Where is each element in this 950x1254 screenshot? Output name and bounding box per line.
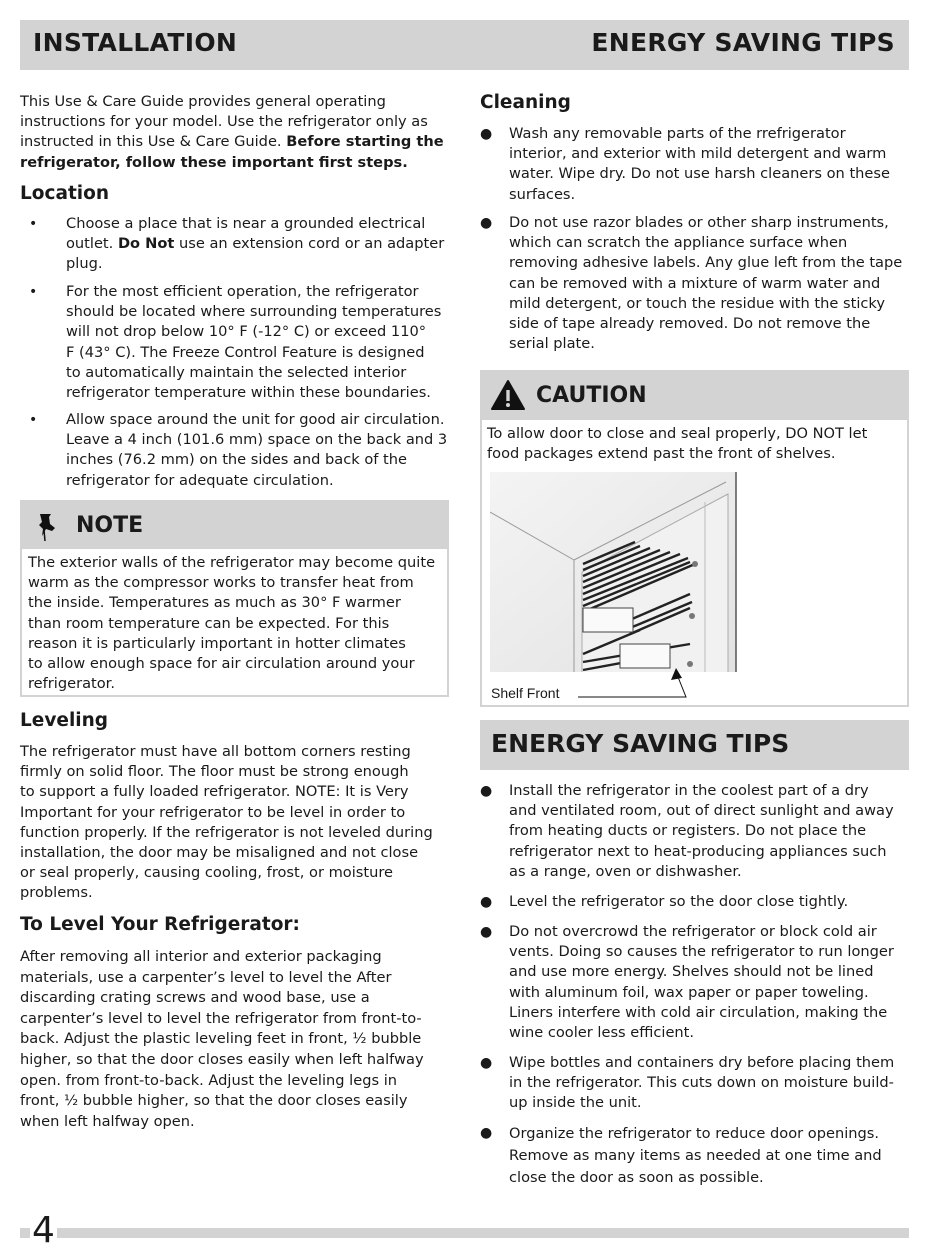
bullet-icon: ● <box>480 1125 493 1141</box>
energy-title: ENERGY SAVING TIPS <box>491 729 790 758</box>
item-text: Organize the refrigerator to reduce door openings. Remove as many items as needed at one time and close the door as soon as possible. <box>509 1125 882 1186</box>
bullet-icon: • <box>29 216 38 232</box>
location-heading: Location <box>20 183 110 204</box>
footer-bar <box>20 1228 909 1238</box>
pushpin-icon <box>36 512 60 542</box>
location-item <box>29 214 449 275</box>
item-text: use an extension cord or an adapter plug. <box>66 235 445 273</box>
leveling-text: The refrigerator must have all bottom corners resting firmly on solid floor. The floor must be strong enough to support a fully loaded refrigerator. NOTE: It is Very Important for your refrigerator to be level in order to function properly. If the refrigerator is not leveled during installation, the door may be misaligned and not close or seal properly, causing cooling, frost, or moisture problems. <box>20 743 433 902</box>
note-box <box>20 500 449 697</box>
bullet-icon: ● <box>480 894 493 910</box>
bullet-icon: • <box>29 284 38 300</box>
note-text: The exterior walls of the refrigerator may become quite warm as the compressor works to transfer heat from the inside. Temperatures as much as 30° F warmer than room temperature can be expected. For this reason it is particularly important in hotter climates to allow enough space for air circulation around your refrigerator. <box>28 554 436 693</box>
caution-box <box>480 370 909 707</box>
leveling-heading: Leveling <box>20 710 109 731</box>
location-item <box>29 410 449 489</box>
location-item <box>29 282 449 402</box>
section-title-energy: ENERGY SAVING TIPS <box>591 28 895 57</box>
caution-title: CAUTION <box>536 383 647 408</box>
item-text: Level the refrigerator so the door close tightly. <box>509 893 849 910</box>
cleaning-item <box>480 124 910 203</box>
to-level-text: After removing all interior and exterior packaging materials, use a carpenter’s level to level the After discarding crating screws and wood base, use a carpenter’s level to level the refrigerator from front-to- back. Adjust the plastic leveling feet in front, ½ bubble higher, so that the door closes easily when left halfway open. from front-to-back. Adjust the leveling legs in front, ½ bubble higher, so that the door closes easily when left halfway open. <box>20 948 424 1130</box>
bullet-icon: ● <box>480 783 493 799</box>
bullet-icon: ● <box>480 924 493 940</box>
caution-text: To allow door to close and seal properly, DO NOT let food packages extend past the front of shelves. <box>487 425 868 463</box>
figure-label: Shelf Front <box>491 685 560 701</box>
section-title-installation: INSTALLATION <box>33 28 238 57</box>
shelf-illustration <box>490 472 740 702</box>
item-text: Allow space around the unit for good air circulation. Leave a 4 inch (101.6 mm) space on the back and 3 inches (76.2 mm) on the sides and back of the refrigerator for adequate circulation. <box>66 411 448 489</box>
item-text: Do not use razor blades or other sharp instruments, which can scratch the appliance surface when removing adhesive labels. Any glue left from the tape can be removed with a mixture of warm water and mild detergent, or touch the residue with the sticky side of tape already removed. Do not remove the serial plate. <box>509 214 903 353</box>
to-level-heading: To Level Your Refrigerator: <box>20 914 300 935</box>
bullet-icon: ● <box>480 126 493 142</box>
page-number: 4 <box>32 1210 55 1251</box>
intro-bold-text: Before starting the refrigerator, follow these important first steps. <box>20 133 444 171</box>
note-title: NOTE <box>76 513 144 538</box>
item-text: Wipe bottles and containers dry before placing them in the refrigerator. This cuts down on moisture build- up inside the unit. <box>509 1054 895 1112</box>
warning-icon <box>490 379 526 411</box>
item-text: Choose a place that is near a grounded electrical outlet. <box>66 215 426 253</box>
item-text: For the most efficient operation, the refrigerator should be located where surrounding temperatures will not drop below 10° F (-12° C) or exceed 110° F (43° C). The Freeze Control Feature is designed to automatically maintain the selected interior refrigerator temperature within these boundaries. <box>66 283 442 402</box>
energy-header <box>480 720 909 770</box>
caution-header <box>482 372 907 420</box>
intro-paragraph <box>20 92 460 173</box>
bullet-icon: • <box>29 412 38 428</box>
intro-text: This Use & Care Guide provides general operating instructions for your model. Use the refrigerator only as instructed in this Use & Care Guide. <box>20 93 428 151</box>
bullet-icon: ● <box>480 215 493 231</box>
item-bold: Do Not <box>117 235 175 253</box>
item-text: Do not overcrowd the refrigerator or block cold air vents. Doing so causes the refrigerator to run longer and use more energy. Shelves should not be lined with aluminum foil, wax paper or paper toweling. Liners interfere with cold air circulation, making the wine cooler less efficient. <box>509 923 894 1042</box>
item-text: Wash any removable parts of the rrefrigerator interior, and exterior with mild detergent and warm water. Wipe dry. Do not use harsh cleaners on these surfaces. <box>509 125 890 203</box>
header-bar <box>20 20 909 70</box>
bullet-icon: ● <box>480 1055 493 1071</box>
cleaning-heading: Cleaning <box>480 92 571 113</box>
note-header <box>22 502 447 549</box>
item-text: Install the refrigerator in the coolest part of a dry and ventilated room, out of direct sunlight and away from heating ducts or registers. Do not place the refrigerator next to heat-producing appliances such as a range, oven or dishwasher. <box>509 782 894 880</box>
cleaning-item <box>480 213 910 353</box>
